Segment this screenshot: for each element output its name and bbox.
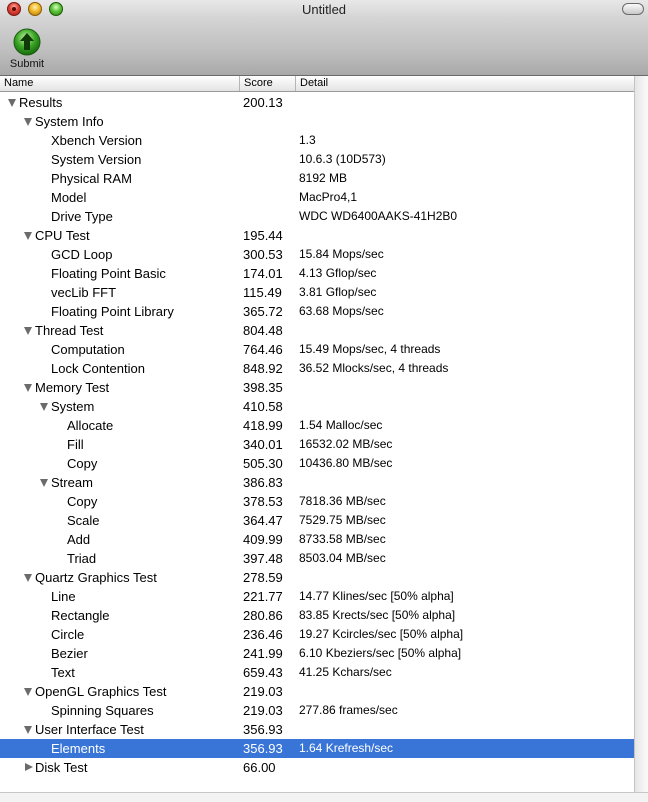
column-header-detail[interactable]: Detail [300,77,329,89]
row-score: 280.86 [243,608,283,623]
row-name: System Info [35,114,104,129]
row-detail: 83.85 Krects/sec [50% alpha] [299,608,456,622]
row-name: Disk Test [35,760,88,775]
disclosure-triangle-open-icon[interactable] [40,479,48,487]
title-bar [0,0,648,76]
table-row[interactable] [0,473,634,492]
table-row[interactable] [0,150,634,169]
table-row[interactable] [0,207,634,226]
row-name: Thread Test [35,323,104,338]
row-name: Triad [67,551,97,566]
row-detail: 15.84 Mops/sec [299,247,384,261]
table-row[interactable] [0,454,634,473]
green-up-arrow-icon [13,28,41,56]
column-header-score[interactable]: Score [240,76,296,91]
row-score: 378.53 [243,494,283,509]
toolbar-toggle-icon[interactable] [622,3,644,15]
row-name: Xbench Version [51,133,143,148]
row-detail: 10436.80 MB/sec [299,456,393,470]
row-detail: 41.25 Kchars/sec [299,665,392,679]
row-score: 505.30 [243,456,283,471]
row-detail: 1.3 [299,133,316,147]
row-name: Line [51,589,76,604]
row-score: 195.44 [243,228,283,243]
row-detail: WDC WD6400AAKS-41H2B0 [299,209,458,223]
row-detail: 10.6.3 (10D573) [299,152,386,166]
table-row[interactable] [0,131,634,150]
table-row[interactable] [0,169,634,188]
row-score: 804.48 [243,323,283,338]
row-name: GCD Loop [51,247,113,262]
row-score: 219.03 [243,684,283,699]
table-row[interactable] [0,416,634,435]
row-detail: 7818.36 MB/sec [299,494,386,508]
row-name: Quartz Graphics Test [35,570,157,585]
table-row[interactable] [0,682,634,701]
row-name: Floating Point Library [51,304,174,319]
row-name: vecLib FFT [51,285,117,300]
disclosure-triangle-open-icon[interactable] [24,384,32,392]
table-row[interactable] [0,264,634,283]
table-row[interactable] [0,663,634,682]
disclosure-triangle-open-icon[interactable] [24,327,32,335]
row-score: 241.99 [243,646,283,661]
row-name: OpenGL Graphics Test [35,684,167,699]
row-score: 410.58 [243,399,283,414]
row-detail: 4.13 Gflop/sec [299,266,377,280]
row-name: Results [19,95,63,110]
disclosure-triangle-open-icon[interactable] [24,688,32,696]
row-detail: 277.86 frames/sec [299,703,398,717]
row-detail: 36.52 Mlocks/sec, 4 threads [299,361,449,375]
table-row[interactable] [0,359,634,378]
row-name: Circle [51,627,85,642]
row-name: CPU Test [35,228,90,243]
row-name: Copy [67,494,98,509]
row-name: System [51,399,95,414]
row-name: Stream [51,475,93,490]
row-score: 200.13 [243,95,283,110]
disclosure-triangle-open-icon[interactable] [24,574,32,582]
table-row[interactable] [0,226,634,245]
submit-button[interactable] [4,28,48,74]
table-row[interactable] [0,245,634,264]
table-row[interactable] [0,93,634,112]
disclosure-triangle-open-icon[interactable] [24,118,32,126]
table-row[interactable] [0,758,634,777]
row-detail: 7529.75 MB/sec [299,513,386,527]
column-header-name[interactable]: Name [0,76,240,91]
row-name: User Interface Test [35,722,144,737]
disclosure-triangle-open-icon[interactable] [24,726,32,734]
row-detail: 8733.58 MB/sec [299,532,386,546]
row-name: Drive Type [51,209,113,224]
window-title: Untitled [301,2,347,17]
table-row[interactable] [0,435,634,454]
row-detail: 8503.04 MB/sec [299,551,386,565]
table-row[interactable] [0,378,634,397]
disclosure-triangle-closed-icon[interactable] [25,763,33,771]
table-row[interactable] [0,283,634,302]
row-score: 174.01 [243,266,283,281]
table-row[interactable] [0,568,634,587]
row-detail: 14.77 Klines/sec [50% alpha] [299,589,454,603]
table-row[interactable] [0,340,634,359]
row-detail: 3.81 Gflop/sec [299,285,377,299]
row-detail: 63.68 Mops/sec [299,304,384,318]
table-row[interactable] [0,625,634,644]
row-detail: 1.64 Krefresh/sec [299,741,394,755]
disclosure-triangle-open-icon[interactable] [40,403,48,411]
row-name: Fill [67,437,84,452]
table-row[interactable] [0,739,634,758]
row-detail: 15.49 Mops/sec, 4 threads [299,342,441,356]
vertical-scrollbar[interactable] [634,76,648,792]
row-score: 219.03 [243,703,283,718]
disclosure-triangle-open-icon[interactable] [8,99,16,107]
row-score: 340.01 [243,437,283,452]
row-name: Computation [51,342,125,357]
row-score: 115.49 [243,285,282,300]
row-score: 764.46 [243,342,283,357]
row-score: 386.83 [243,475,283,490]
row-score: 397.48 [243,551,283,566]
row-score: 364.47 [243,513,283,528]
row-detail: 8192 MB [299,171,348,185]
row-score: 418.99 [243,418,283,433]
row-score: 398.35 [243,380,283,395]
row-detail: 6.10 Kbeziers/sec [50% alpha] [299,646,462,660]
row-score: 409.99 [243,532,283,547]
row-score: 236.46 [243,627,283,642]
row-score: 356.93 [243,741,283,756]
row-score: 848.92 [243,361,283,376]
table-row[interactable] [0,720,634,739]
row-name: Spinning Squares [51,703,154,718]
row-name: Allocate [67,418,114,433]
row-score: 221.77 [243,589,283,604]
row-name: Elements [51,741,106,756]
table-row[interactable] [0,302,634,321]
row-name: System Version [51,152,142,167]
row-score: 300.53 [243,247,283,262]
row-name: Memory Test [35,380,110,395]
row-detail: 1.54 Malloc/sec [299,418,383,432]
row-score: 365.72 [243,304,283,319]
table-row[interactable] [0,701,634,720]
row-name: Text [51,665,75,680]
table-row[interactable] [0,397,634,416]
disclosure-triangle-open-icon[interactable] [24,232,32,240]
row-score: 66.00 [243,760,276,775]
table-row[interactable] [0,549,634,568]
table-row[interactable] [0,492,634,511]
table-row[interactable] [0,530,634,549]
submit-label: Submit [9,58,45,70]
row-name: Copy [67,456,98,471]
row-score: 659.43 [243,665,283,680]
row-name: Rectangle [51,608,110,623]
row-name: Lock Contention [51,361,145,376]
window-bottom-bar [0,792,648,802]
row-detail: 19.27 Kcircles/sec [50% alpha] [299,627,464,641]
row-name: Floating Point Basic [51,266,166,281]
table-row[interactable] [0,587,634,606]
row-name: Add [67,532,91,547]
row-score: 278.59 [243,570,283,585]
row-score: 356.93 [243,722,283,737]
row-detail: MacPro4,1 [299,190,358,204]
row-name: Scale [67,513,100,528]
table-row[interactable] [0,112,634,131]
table-row[interactable] [0,606,634,625]
table-header [0,76,634,92]
table-row[interactable] [0,188,634,207]
row-detail: 16532.02 MB/sec [299,437,393,451]
row-name: Physical RAM [51,171,132,186]
row-name: Bezier [51,646,88,661]
table-row[interactable] [0,321,634,340]
table-row[interactable] [0,511,634,530]
row-name: Model [51,190,87,205]
table-row[interactable] [0,644,634,663]
